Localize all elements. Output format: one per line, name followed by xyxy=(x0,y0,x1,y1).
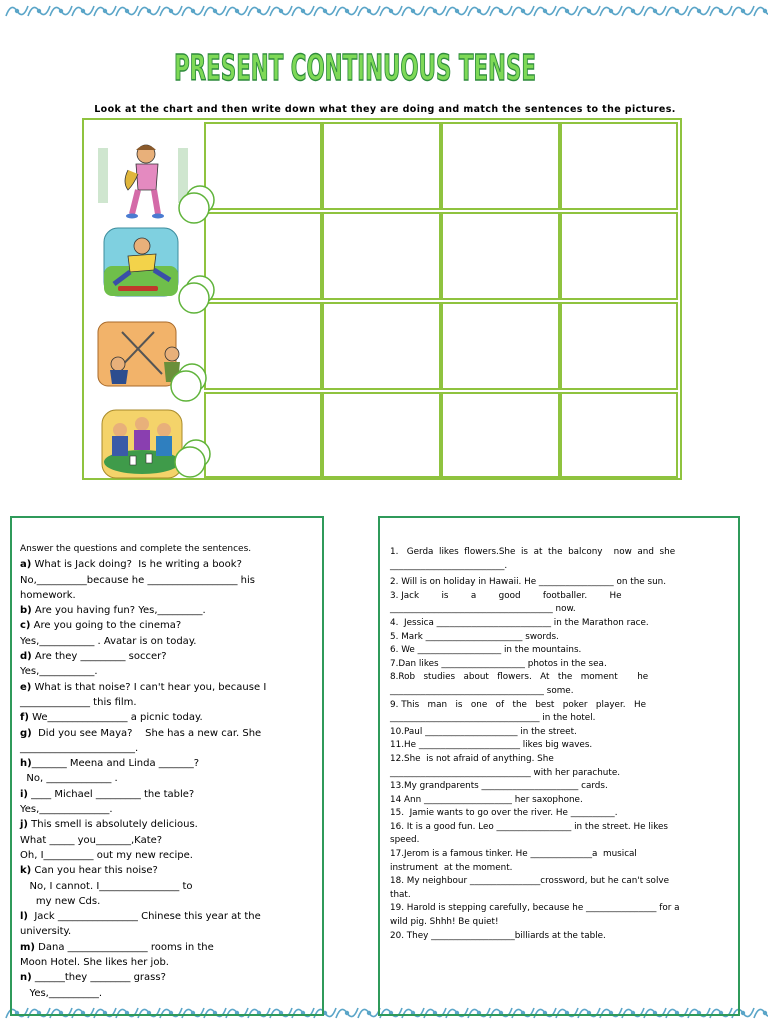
flourish-ornament-icon xyxy=(666,6,688,16)
answer-cell[interactable] xyxy=(322,302,441,390)
answer-cell[interactable] xyxy=(322,392,441,478)
sentence-line[interactable]: __________________________. xyxy=(390,560,508,571)
question-text[interactable]: Yes,______________. xyxy=(20,804,113,816)
question-line xyxy=(20,542,316,557)
question-line xyxy=(20,634,316,649)
question-letter: b) xyxy=(20,605,32,617)
flourish-ornament-icon xyxy=(314,6,336,16)
answer-cell[interactable] xyxy=(322,122,441,210)
answer-cell[interactable] xyxy=(204,212,322,300)
match-circle-icon[interactable] xyxy=(176,184,220,230)
question-text[interactable]: What is that noise? I can't hear you, because I xyxy=(31,681,267,693)
sentence-line[interactable]: 2. Will is on holiday in Hawaii. He _________________ on the sun. xyxy=(390,577,667,588)
sentence-line[interactable]: instrument at the moment. xyxy=(390,862,513,873)
sentence-line[interactable]: 6. We ___________________ in the mountains. xyxy=(390,645,582,656)
sentence-line[interactable]: 1. Gerda likes flowers.She is at the balcony now and she xyxy=(390,547,676,557)
question-line xyxy=(20,726,316,741)
question-text[interactable]: No, I cannot. I________________ to xyxy=(20,880,193,892)
flourish-ornament-icon xyxy=(248,6,270,16)
answer-cell[interactable] xyxy=(322,212,441,300)
sentence-line[interactable]: 3. Jack is a good footballer. He xyxy=(390,590,622,601)
question-letter: n) xyxy=(20,972,32,984)
sentence-line[interactable]: 20. They ___________________billiards at the table. xyxy=(390,930,606,941)
question-line xyxy=(20,970,316,985)
sentence-line[interactable]: 9. This man is one of the best poker player. He xyxy=(390,699,646,710)
flourish-ornament-icon xyxy=(754,1008,768,1018)
flourish-ornament-icon xyxy=(732,6,754,16)
question-line xyxy=(20,695,316,710)
flourish-ornament-icon xyxy=(644,6,666,16)
flourish-ornament-icon xyxy=(424,6,446,16)
sentence-line[interactable]: 16. It is a good fun. Leo _________________ in the street. He likes xyxy=(390,821,668,832)
question-text[interactable]: No, _____________ . xyxy=(20,773,118,785)
match-circle-icon[interactable] xyxy=(164,362,212,408)
sentence-line[interactable]: _____________________________________ now. xyxy=(390,604,576,615)
question-text[interactable]: university. xyxy=(20,926,72,938)
question-line xyxy=(20,557,316,572)
sentence-line[interactable]: 17.Jerom is a famous tinker. He ______________a musical xyxy=(390,849,637,860)
flourish-ornament-icon xyxy=(28,6,50,16)
flourish-ornament-icon xyxy=(116,6,138,16)
question-letter: a) xyxy=(20,559,32,571)
questions-box xyxy=(10,516,324,1016)
question-text[interactable]: Did you see Maya? She has a new car. She xyxy=(31,727,262,739)
question-line xyxy=(20,879,316,894)
sentence-line[interactable]: 5. Mark ______________________ swords. xyxy=(390,631,559,642)
question-text[interactable]: ______they ________ grass? xyxy=(31,972,166,984)
sentence-line[interactable]: __________________________________ in the hotel. xyxy=(390,713,596,724)
question-text[interactable]: Yes,___________ . Avatar is on today. xyxy=(20,635,197,647)
question-line xyxy=(20,680,316,695)
answer-cell[interactable] xyxy=(560,302,678,390)
sentence-line[interactable]: 8.Rob studies about flowers. At the moment he xyxy=(390,672,649,683)
question-line xyxy=(20,955,316,970)
question-text[interactable]: ______________ this film. xyxy=(20,696,137,708)
flourish-ornament-icon xyxy=(358,6,380,16)
question-line xyxy=(20,787,316,802)
question-line xyxy=(20,848,316,863)
sentence-line[interactable]: 10.Paul _____________________ in the street. xyxy=(390,726,577,737)
match-circle-icon[interactable] xyxy=(168,438,216,484)
flourish-ornament-icon xyxy=(754,6,768,16)
answer-cell[interactable] xyxy=(204,122,322,210)
answer-cell[interactable] xyxy=(441,392,560,478)
sentence-line[interactable]: 7.Dan likes ___________________ photos in the sea. xyxy=(390,658,607,669)
question-text[interactable]: This smell is absolutely delicious. xyxy=(28,819,198,831)
question-line xyxy=(20,573,316,588)
answer-cell[interactable] xyxy=(441,302,560,390)
question-line xyxy=(20,817,316,832)
question-line xyxy=(20,756,316,771)
sentence-line[interactable]: 18. My neighbour ________________crossword, but he can't solve xyxy=(390,876,670,887)
answer-cell[interactable] xyxy=(204,392,322,478)
flourish-ornament-icon xyxy=(710,6,732,16)
question-text[interactable]: _______ Meena and Linda _______? xyxy=(31,758,200,770)
question-line xyxy=(20,710,316,725)
question-text[interactable]: No,__________because he __________________ his xyxy=(20,574,255,586)
sentence-line[interactable]: that. xyxy=(390,889,411,900)
question-text[interactable]: Can you hear this noise? xyxy=(31,865,158,877)
flourish-ornament-icon xyxy=(578,6,600,16)
question-text[interactable]: Yes,___________. xyxy=(20,666,98,678)
flourish-ornament-icon xyxy=(226,6,248,16)
question-text[interactable]: ____ Michael _________ the table? xyxy=(28,788,195,800)
question-text[interactable]: my new Cds. xyxy=(20,895,101,907)
flourish-ornament-icon xyxy=(380,6,402,16)
question-text[interactable]: Jack ________________ Chinese this year at the xyxy=(28,911,261,923)
question-letter: d) xyxy=(20,651,32,663)
flourish-ornament-icon xyxy=(468,6,490,16)
question-text[interactable]: What is Jack doing? Is he writing a book? xyxy=(31,559,242,571)
question-letter: k) xyxy=(20,865,32,877)
saxophone-player-icon xyxy=(98,140,188,220)
question-line xyxy=(20,588,316,603)
question-line xyxy=(20,833,316,848)
answer-cell[interactable] xyxy=(560,392,678,478)
flourish-ornament-icon xyxy=(270,6,292,16)
question-text[interactable]: Are they _________ soccer? xyxy=(31,651,167,663)
question-letter: e) xyxy=(20,681,32,693)
answer-cell[interactable] xyxy=(441,122,560,210)
sentences-box xyxy=(378,516,740,1016)
question-letter: m) xyxy=(20,941,35,953)
question-letter: f) xyxy=(20,712,29,724)
question-line xyxy=(20,649,316,664)
question-line xyxy=(20,603,316,618)
question-line xyxy=(20,986,316,1001)
flourish-ornament-icon xyxy=(204,6,226,16)
flourish-ornament-icon xyxy=(556,6,578,16)
flourish-ornament-icon xyxy=(336,1008,358,1018)
sentence-line[interactable]: 4. Jessica __________________________ in the Marathon race. xyxy=(390,617,649,628)
question-text[interactable]: Dana ________________ rooms in the xyxy=(35,941,214,953)
picture-chart-grid xyxy=(82,118,682,480)
sentence-line[interactable]: ___________________________________ some. xyxy=(390,685,574,696)
question-line xyxy=(20,664,316,679)
flourish-ornament-icon xyxy=(6,6,28,16)
skateboarder-falling-icon xyxy=(98,226,188,304)
answer-cell[interactable] xyxy=(560,212,678,300)
flourish-ornament-icon xyxy=(490,6,512,16)
flourish-ornament-icon xyxy=(336,6,358,16)
question-letter: j) xyxy=(20,819,28,831)
answer-cell[interactable] xyxy=(441,212,560,300)
question-line xyxy=(20,771,316,786)
flourish-ornament-icon xyxy=(94,6,116,16)
answer-cell[interactable] xyxy=(560,122,678,210)
question-text[interactable]: Are you having fun? Yes,_________. xyxy=(31,605,206,617)
flourish-ornament-icon xyxy=(622,6,644,16)
flourish-ornament-icon xyxy=(138,6,160,16)
question-text[interactable]: _______________________. xyxy=(20,742,139,754)
flourish-ornament-icon xyxy=(446,6,468,16)
question-text[interactable]: Moon Hotel. She likes her job. xyxy=(20,957,169,969)
question-line xyxy=(20,741,316,756)
sentence-line[interactable]: ________________________________ with her parachute. xyxy=(390,767,621,778)
question-line xyxy=(20,894,316,909)
question-text[interactable]: homework. xyxy=(20,589,76,601)
question-line xyxy=(20,940,316,955)
question-text[interactable]: Are you going to the cinema? xyxy=(30,620,182,632)
question-line xyxy=(20,863,316,878)
flourish-ornament-icon xyxy=(160,6,182,16)
question-text[interactable]: We________________ a picnic today. xyxy=(28,712,203,724)
flourish-ornament-icon xyxy=(358,1008,380,1018)
answer-cell[interactable] xyxy=(204,302,322,390)
question-line xyxy=(20,924,316,939)
flourish-ornament-icon xyxy=(600,6,622,16)
question-letter: i) xyxy=(20,788,28,800)
question-line xyxy=(20,618,316,633)
question-letter: g) xyxy=(20,727,32,739)
sentence-line[interactable]: 19. Harold is stepping carefully, because he ________________ for a xyxy=(390,903,680,914)
instruction-text: Look at the chart and then write down what they are doing and match the sentences to the pictures. xyxy=(94,104,676,115)
worksheet-title xyxy=(170,42,540,92)
sentence-line[interactable]: speed. xyxy=(390,835,420,846)
question-letter: h) xyxy=(20,758,32,770)
flourish-ornament-icon xyxy=(688,6,710,16)
flourish-ornament-icon xyxy=(50,6,72,16)
flourish-ornament-icon xyxy=(402,6,424,16)
question-line xyxy=(20,909,316,924)
sentence-line[interactable]: wild pig. Shhh! Be quiet! xyxy=(390,917,499,928)
question-text[interactable]: Answer the questions and complete the sentences. xyxy=(20,544,252,554)
sentence-line[interactable]: 12.She is not afraid of anything. She xyxy=(390,753,554,764)
sentence-line[interactable]: 13.My grandparents ______________________ cards. xyxy=(390,781,608,792)
sentence-line[interactable]: 11.He _______________________ likes big waves. xyxy=(390,740,593,751)
question-line xyxy=(20,802,316,817)
flourish-ornament-icon xyxy=(72,6,94,16)
sentence-line[interactable]: 14 Ann ____________________ her saxophone. xyxy=(390,794,583,805)
flourish-ornament-icon xyxy=(512,6,534,16)
question-text[interactable]: What _____ you_______,Kate? xyxy=(20,834,163,846)
flourish-ornament-icon xyxy=(182,6,204,16)
sentence-line[interactable]: 15. Jamie wants to go over the river. He __________. xyxy=(390,808,618,819)
flourish-ornament-icon xyxy=(292,6,314,16)
title-text: PRESENT CONTINUOUS TENSE xyxy=(174,48,536,89)
question-text[interactable]: Yes,__________. xyxy=(20,987,103,999)
question-text[interactable]: Oh, I__________ out my new recipe. xyxy=(20,849,193,861)
match-circle-icon[interactable] xyxy=(176,274,220,320)
question-letter: l) xyxy=(20,911,28,923)
top-flourish-border xyxy=(0,0,768,22)
question-letter: c) xyxy=(20,620,31,632)
flourish-ornament-icon xyxy=(534,6,556,16)
